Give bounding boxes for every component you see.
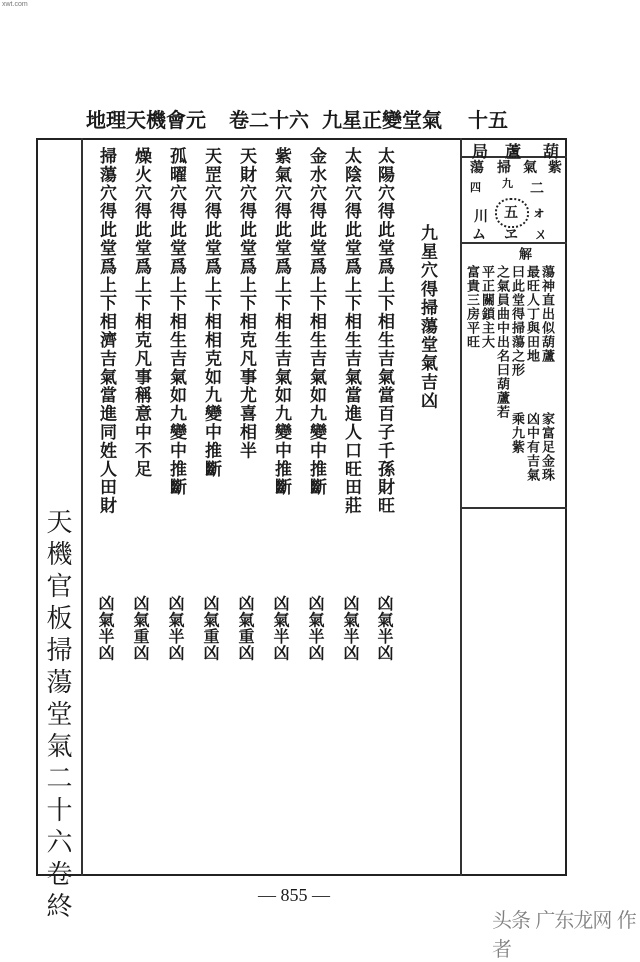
diagram-number: ム: [472, 227, 486, 243]
source-watermark-bottom: 头条 广东龙网 作者: [492, 908, 636, 961]
note-column: 平正關鎖主大: [479, 265, 494, 349]
verdict-ziqi: 凶氣半凶: [271, 595, 290, 661]
verdict-taiyin: 凶氣半凶: [341, 595, 360, 661]
verdict-tiangang: 凶氣重凶: [201, 595, 220, 661]
verdict-taiyang: 凶氣半凶: [375, 595, 394, 661]
page-number: — 855 —: [258, 885, 330, 905]
diagram-label: 氣: [523, 160, 537, 176]
note-column: 最旺人丁與田地: [524, 265, 539, 363]
diagram-center: 五: [504, 205, 518, 221]
entry-text-tiancai: 天財穴得此堂爲上下相克凡事尤喜相半: [236, 147, 256, 460]
frame-divider-left: [81, 138, 83, 876]
diagram-number: ォ: [532, 205, 546, 221]
note-column: 富貴三房平旺: [464, 265, 479, 349]
verdict-guyao: 凶氣半凶: [166, 595, 185, 661]
chapter-title: 九星正變堂氣: [322, 108, 442, 132]
note-column: 蕩神直出似葫蘆: [539, 265, 554, 363]
diagram-number: 二: [530, 181, 544, 197]
entry-text-taiyang: 太陽穴得此堂爲上下相生吉氣當百子千孫財旺: [374, 147, 394, 515]
note-column: 乘九紫: [509, 412, 524, 454]
diagram-number: ヱ: [504, 227, 518, 243]
source-watermark: xwt.com: [2, 1, 28, 8]
note-column: 曰此堂得掃蕩之形: [509, 265, 524, 377]
notes-title: 解: [516, 247, 531, 261]
diagram-number: 四: [470, 181, 481, 194]
verdict-tiancai: 凶氣重凶: [236, 595, 255, 661]
verdict-jinshui: 凶氣半凶: [306, 595, 325, 661]
panel-header-char: 蘆: [505, 142, 522, 161]
entry-text-guyao: 孤曜穴得此堂爲上下相生吉氣如九變中推斷: [166, 147, 186, 497]
panel-header: [462, 138, 567, 161]
entry-text-jinshui: 金水穴得此堂爲上下相生吉氣如九變中推斷: [306, 147, 326, 497]
diagram-label: 紫: [548, 160, 562, 176]
diagram-label: 掃: [497, 160, 511, 176]
diagram-number: ㄨ: [534, 227, 548, 243]
verdict-zaohuo: 凶氣重凶: [131, 595, 150, 661]
entry-text-zaohuo: 燥火穴得此堂爲上下相克凡事稱意中不足: [131, 147, 151, 479]
leaf-number: 十五: [468, 108, 508, 132]
book-title: 地理天機會元: [86, 108, 206, 132]
diagram-number: 九: [502, 177, 513, 190]
note-column: 家富足金珠: [539, 412, 554, 482]
panel-divider: [462, 507, 567, 509]
panel-header-char: 局: [472, 142, 489, 161]
diagram-number: 川: [474, 209, 488, 225]
diagram-label: 蕩: [470, 160, 484, 176]
entry-text-tiangang: 天罡穴得此堂爲上下相相克如九變中推斷: [201, 147, 221, 479]
verdict-saodang: 凶氣半凶: [96, 595, 115, 661]
note-column: 之氣員曲中出名曰葫蘆若: [494, 265, 509, 419]
entry-text-saodang: 掃蕩穴得此堂爲上下相濟吉氣當進同姓人田財: [96, 147, 116, 515]
volume-label: 卷二十六: [229, 108, 309, 132]
section-title: 九星穴得掃蕩堂氣吉凶: [417, 224, 437, 410]
note-column: 凶中有吉氣: [524, 412, 539, 482]
running-head: [86, 104, 556, 130]
volume-end-marker: 天機官板掃蕩堂氣二十六卷終: [42, 508, 72, 924]
entry-text-ziqi: 紫氣穴得此堂爲上下相生吉氣如九變中推斷: [271, 147, 291, 497]
panel-header-char: 葫: [542, 142, 559, 161]
entry-text-taiyin: 太陰穴得此堂爲上下相生吉氣當進人口旺田莊: [341, 147, 361, 515]
gourd-diagram: [462, 158, 567, 244]
